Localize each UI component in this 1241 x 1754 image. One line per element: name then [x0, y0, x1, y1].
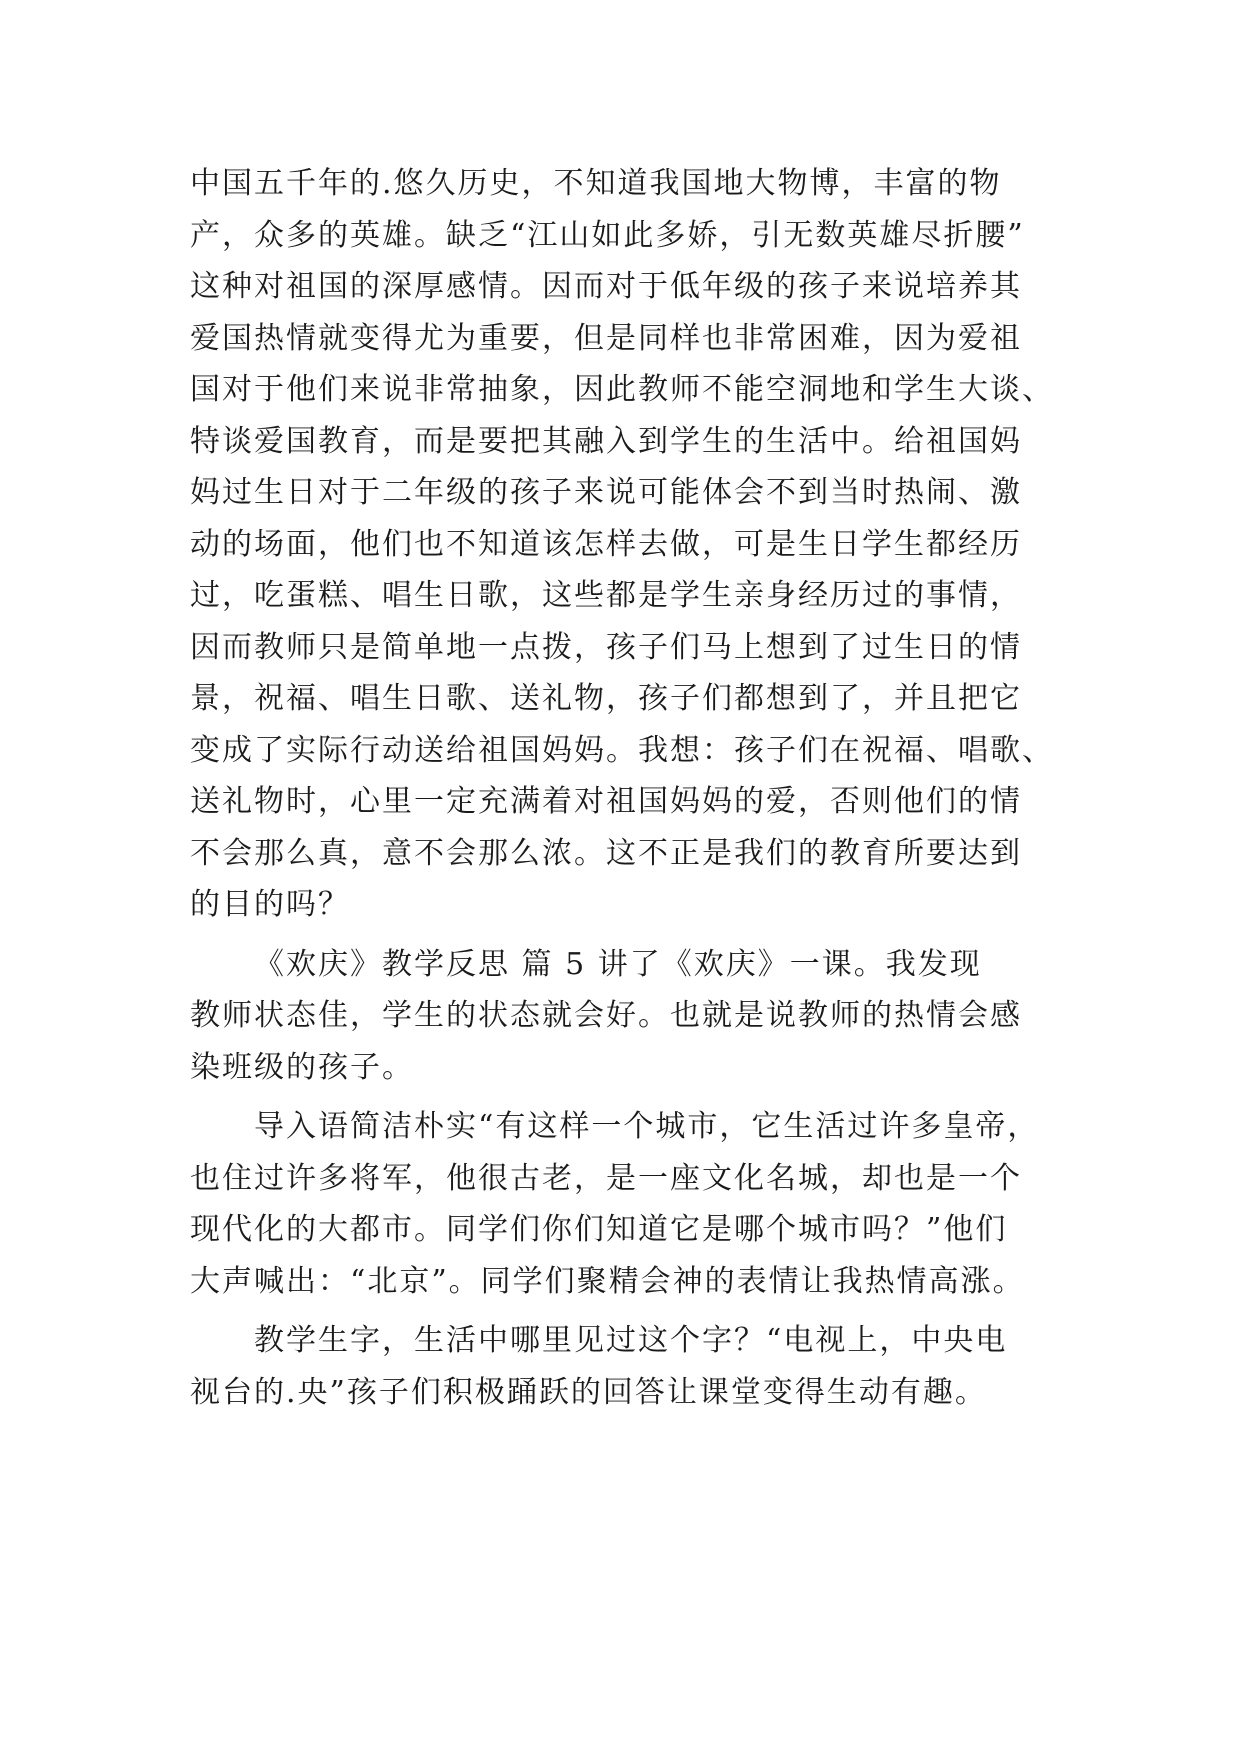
text-line: 因而教师只是简单地一点拨，孩子们马上想到了过生日的情 — [190, 629, 1022, 665]
text-line: 染班级的孩子。 — [190, 1049, 414, 1085]
text-line: 教师状态佳，学生的状态就会好。也就是说教师的热情会感 — [190, 998, 1022, 1033]
text-line: 送礼物时，心里一定充满着对祖国妈妈的爱，否则他们的情 — [190, 784, 1022, 819]
paragraph — [190, 1101, 1050, 1307]
document-body — [190, 158, 1054, 1418]
text-line: 产，众多的英雄。缺乏“江山如此多娇，引无数英雄尽折腰” — [190, 217, 1025, 253]
paragraph-gap — [190, 1093, 1050, 1101]
text-line: 国对于他们来说非常抽象，因此教师不能空洞地和学生大谈、 — [190, 372, 1054, 407]
text-line: 特谈爱国教育，而是要把其融入到学生的生活中。给祖国妈 — [190, 423, 1022, 459]
text-line: 变成了实际行动送给祖国妈妈。我想：孩子们在祝福、唱歌、 — [190, 732, 1054, 768]
text-line: 大声喊出：“北京”。同学们聚精会神的表情让我热情高涨。 — [190, 1263, 1025, 1299]
text-line: 的目的吗？ — [190, 887, 350, 922]
text-line: 导入语简洁朴实“有这样一个城市，它生活过许多皇帝， — [254, 1109, 1040, 1144]
paragraph-gap — [190, 1307, 1050, 1315]
text-line: 妈过生日对于二年级的孩子来说可能体会不到当时热闹、激 — [190, 475, 1022, 510]
text-line: 爱国热情就变得尤为重要，但是同样也非常困难，因为爱祖 — [190, 320, 1022, 356]
text-line: 现代化的大都市。同学们你们知道它是哪个城市吗？”他们 — [190, 1212, 1008, 1247]
text-line: 《欢庆》教学反思 篇 5 讲了《欢庆》一课。我发现 — [254, 946, 982, 982]
paragraph-gap — [190, 931, 1050, 939]
text-line: 景，祝福、唱生日歌、送礼物，孩子们都想到了，并且把它 — [190, 681, 1022, 716]
text-line: 也住过许多将军，他很古老，是一座文化名城，却也是一个 — [190, 1160, 1022, 1196]
paragraph-section-heading — [190, 939, 1050, 1094]
text-line: 不会那么真，意不会那么浓。这不正是我们的教育所要达到 — [190, 835, 1022, 871]
text-line: 过，吃蛋糕、唱生日歌，这些都是学生亲身经历过的事情， — [190, 578, 1022, 613]
paragraph — [190, 158, 1054, 931]
text-line: 中国五千年的.悠久历史，不知道我国地大物博，丰富的物 — [190, 166, 1002, 201]
text-line: 动的场面，他们也不知道该怎样去做，可是生日学生都经历 — [190, 526, 1022, 562]
text-line: 视台的.央”孩子们积极踊跃的回答让课堂变得生动有趣。 — [190, 1374, 987, 1410]
text-line: 教学生字，生活中哪里见过这个字？“电视上，中央电 — [254, 1323, 1008, 1358]
paragraph — [190, 1315, 1050, 1418]
text-line: 这种对祖国的深厚感情。因而对于低年级的孩子来说培养其 — [190, 269, 1022, 304]
